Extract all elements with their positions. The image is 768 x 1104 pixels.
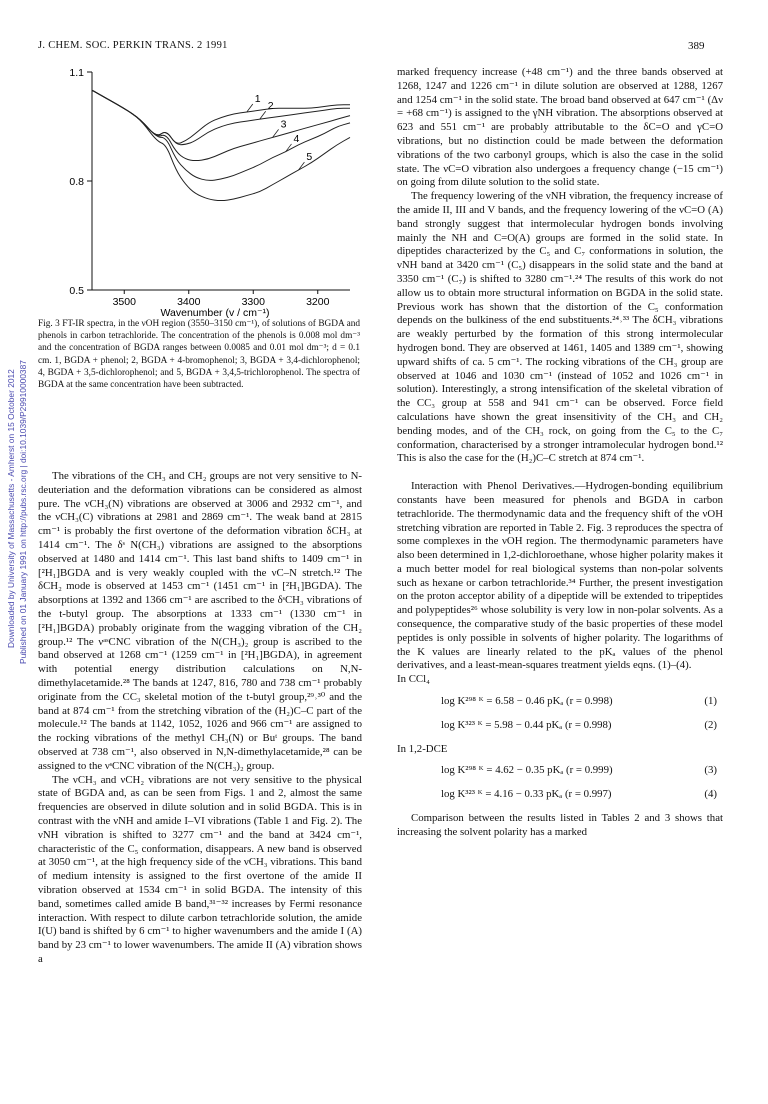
ir-spectra-chart bbox=[40, 58, 360, 318]
curve-label-2: 2 bbox=[267, 100, 274, 113]
spectrum-curve-5 bbox=[92, 90, 350, 200]
curve-leader-1 bbox=[247, 104, 253, 112]
equation-4: log K³²³ ᴷ = 4.16 − 0.33 pKₐ (r = 0.997) (4) bbox=[441, 788, 717, 801]
x-axis-label: Wavenumber (v / cm⁻¹) bbox=[160, 307, 270, 318]
curve-label-1: 1 bbox=[254, 92, 261, 105]
paragraph-frequency-lowering: The frequency lowering of the νNH vibration, the frequency increase of the amide II, III and V bands, and the frequency lowering of the νC=O (A) band strongly suggest that intermolecular hydrogen bonds involving mainly the NH and C=O(A) groups are formed in the solid state. In dipeptides characterized by the C₅ and C₇ conformations in solution, the νNH band at 3420 cm⁻¹ (C₅) disappears in the solid state and the band at 3350 cm⁻¹ (C₇) is shifted to 3280 cm⁻¹.²⁴ The results of this work do not allow us to obtain more structural information on BGDA in the solid state. Previous work has shown that the distortion of the C₅ conformation depends on the bulkiness of the end substituents.²⁴˒³³ The δCH₃ vibrations are weakly perturbed by the formation of this strong intermolecular hydrogen bond. They are observed at 1461, 1405 and 1389 cm⁻¹, showing upward shifts of ca. 5 cm⁻¹. The rocking vibrations of the CH₃ group are observed at 1046 and 1030 cm⁻¹ (instead of 1052 and 1026 cm⁻¹ in solution). Interestingly, a strong intensification of the skeletal vibration of the CC₃ group at 558 and 941 cm⁻¹ can be observed. Force field calculations have shown the great insensitivity of the CH₃ and CH₂ bending modes, and of the CH₃ rock, on going from the C₅ to the C₇ conformation, characterised by a stronger intramolecular hydrogen bond.¹² This is also the case for the (H₂)C–C stretch at 874 cm⁻¹. bbox=[397, 190, 723, 465]
x-tick-label: 3200 bbox=[306, 296, 330, 308]
download-note: Downloaded by University of Massachusetts - Amherst on 15 October 2012 bbox=[6, 369, 16, 648]
paragraph-frequency-increase: marked frequency increase (+48 cm⁻¹) and the three bands observed at 1268, 1247 and 1226 cm⁻¹ in dilute solution are observed at 1288, 1267 and 1254 cm⁻¹ in the solid state. The broad band observed at 647 cm⁻¹ (Δν = +68 cm⁻¹) is assigned to the γNH vibration. The absorptions observed at 623 and 551 cm⁻¹ are probably attributable to the δC=O and γC=O vibrations, but no distinction could be made between the deformation vibrations of the two carbonyl groups, which is also the case in the solid state. The νC=O vibration also undergoes a frequency change (−15 cm⁻¹) on going from dilute solution to the solid state. bbox=[397, 66, 723, 189]
spectrum-curve-1 bbox=[92, 90, 350, 143]
equation-2: log K³²³ ᴷ = 5.98 − 0.44 pKₐ (r = 0.998) (2) bbox=[441, 718, 717, 731]
curve-leader-4 bbox=[286, 144, 292, 152]
equation-1: log K²⁹⁸ ᴷ = 6.58 − 0.46 pKₐ (r = 0.998) (1) bbox=[441, 695, 717, 708]
paragraph-comparison: Comparison between the results listed in Tables 2 and 3 shows that increasing the solvent polarity has a marked bbox=[397, 812, 723, 838]
spectrum-curve-3 bbox=[92, 90, 350, 160]
journal-header: J. CHEM. SOC. PERKIN TRANS. 2 1991 bbox=[38, 40, 228, 51]
ir-spectra-figure bbox=[40, 58, 360, 338]
curve-label-5: 5 bbox=[306, 151, 313, 164]
y-tick-label: 0.5 bbox=[69, 285, 84, 297]
curve-label-3: 3 bbox=[280, 118, 287, 131]
x-tick-label: 3500 bbox=[112, 296, 136, 308]
curve-label-4: 4 bbox=[293, 132, 300, 145]
page-number: 389 bbox=[688, 40, 705, 52]
download-watermark bbox=[2, 60, 32, 730]
paragraph-ch-vibrations: The vibrations of the CH₃ and CH₂ groups are not very sensitive to N-deuteriation and the deformation vibrations can be considered as almost pure. The νCH₃(N) vibrations are observed at 3006 and 2932 cm⁻¹, and the νCH₃(C) vibrations at 2981 and 2869 cm⁻¹. The weak band at 2815 cm⁻¹ is probably the first overtone of the deformation vibration δCH₃ at 1414 cm⁻¹. The δˢ N(CH₃) vibrations are assigned to the absorptions observed at 1480 and 1414 cm⁻¹. This last band shifts to 1409 cm⁻¹ in [²H₁]BGDA and is very weakly coupled with the νC–N stretch.¹² The δCH₂ mode is observed at 1453 cm⁻¹ (1451 cm⁻¹ in [²H₁]BGDA). The absorptions at 1392 and 1366 cm⁻¹ are ascribed to the δˢCH₃ vibrations of the t-butyl group. The absorptions at 1333 cm⁻¹ (1330 cm⁻¹ in [²H₁]BGDA) probably originate from the wagging vibration of the CH₂ group.¹² The νᵃˢCNC vibration of the N(CH₃)₂ group is ascribed to the band observed at 1268 cm⁻¹ (1259 cm⁻¹ in [²H₁]BGDA), in agreement with potential energy distribution calculations on N,N-dimethylacetamide.²⁸ The bands at 1247, 816, 780 and 738 cm⁻¹ probably originate from the CC₃ skeletal motion of the t-butyl group,²⁹˒³⁰ and the band at 874 cm⁻¹ from the stretching vibration of the (H₂)C–C part of the molecule.¹² The bands at 1142, 1052, 1026 and 966 cm⁻¹ are assigned to the rocking vibrations of the methyl CH₃(N) or Buᵗ groups. The band observed at 738 cm⁻¹, also observed in N,N-dimethylacetamide,²⁸ can be assigned to the νˢCNC vibration of the N(CH₃)₂ group. bbox=[38, 470, 362, 772]
x-tick-label: 3400 bbox=[177, 296, 201, 308]
x-tick-label: 3300 bbox=[241, 296, 265, 308]
left-column bbox=[38, 470, 362, 967]
y-tick-label: 1.1 bbox=[69, 67, 84, 79]
spectrum-curve-4 bbox=[92, 90, 350, 180]
paragraph-phenol-interaction: Interaction with Phenol Derivatives.—Hydrogen-bonding equilibrium constants have been measured for phenols and BGDA in carbon tetrachloride. The thermodynamic data and the frequency shift of the νOH stretching vibration are reported in Table 2. Fig. 3 reproduces the spectra of some complexes in the νOH region. The thermodynamic parameters have also been determined in 1,2-dichloroethane, whose higher polarity makes it a much better model for real biological systems than non-polar solvents such as hexane or carbon tetrachloride.³⁴ Further, the present investigation on the proton acceptor ability of a dipeptide will be extended to tripeptides and polypeptides²⁶ whose solubility is very low in non-polar solvents. As a consequence, the comparative study of the basic properties of these model peptides is only possible in solvents of higher polarity. The logarithms of the K values are linearly related to the pKₐ values of the phenol derivatives, and a least-mean-squares treatment yields eqns. (1)–(4). bbox=[397, 480, 723, 672]
paragraph-physical-state: The νCH₃ and νCH₂ vibrations are not very sensitive to the physical state of BGDA and, as can be seen from Figs. 1 and 2, almost the same frequencies are observed in dilute solution and in solid BGDA. This is in contrast with the νNH and amide I–VI vibrations (Table 1 and Fig. 2). The νNH vibration is shifted to 3277 cm⁻¹ and the band at 3424 cm⁻¹, characteristic of the C₅ conformation, disappears. A new band is observed at 3050 cm⁻¹, at the high frequency side of the νCH₃ vibrations. This band of medium intensity is assigned to the first overtone of the amide II vibration observed at 1534 cm⁻¹ in solid BGDA. The intensity of this band, sometimes called amide B band,³¹⁻³² increases by Fermi resonance interaction. With respect to dilute carbon tetrachloride solution, the amide I(U) band is shifted by 6 cm⁻¹ to higher wavenumbers and the amide I (A) band by 23 cm⁻¹ to lower wavenumbers. The amide II (A) vibration shows a bbox=[38, 773, 362, 965]
equation-3: log K²⁹⁸ ᴷ = 4.62 − 0.35 pKₐ (r = 0.999) (3) bbox=[441, 764, 717, 777]
solvent-label-dce: In 1,2-DCE bbox=[397, 742, 448, 755]
y-tick-label: 0.8 bbox=[69, 176, 84, 188]
solvent-label-ccl4: In CCl₄ bbox=[397, 673, 430, 686]
figure-caption: Fig. 3 FT-IR spectra, in the νOH region (3550–3150 cm⁻¹), of solutions of BGDA and phenols in carbon tetrachloride. The concentration of the phenols is 0.008 mol dm⁻³ and the concentration of BGDA ranges between 0.0085 and 0.01 mol dm⁻³; d = 0.1 cm. 1, BGDA + phenol; 2, BGDA + 4-bromophenol; 3, BGDA + 3,4-dichlorophenol; 4, BGDA + 3,5-dichlorophenol; and 5, BGDA + 3,4,5-trichlorophenol. The spectra of BGDA at the same concentration have been subtracted. bbox=[38, 319, 360, 391]
right-column bbox=[397, 66, 723, 840]
publication-note: Published on 01 January 1991 on http://pubs.rsc.org | doi:10.1039/P29910000387 bbox=[18, 360, 28, 664]
